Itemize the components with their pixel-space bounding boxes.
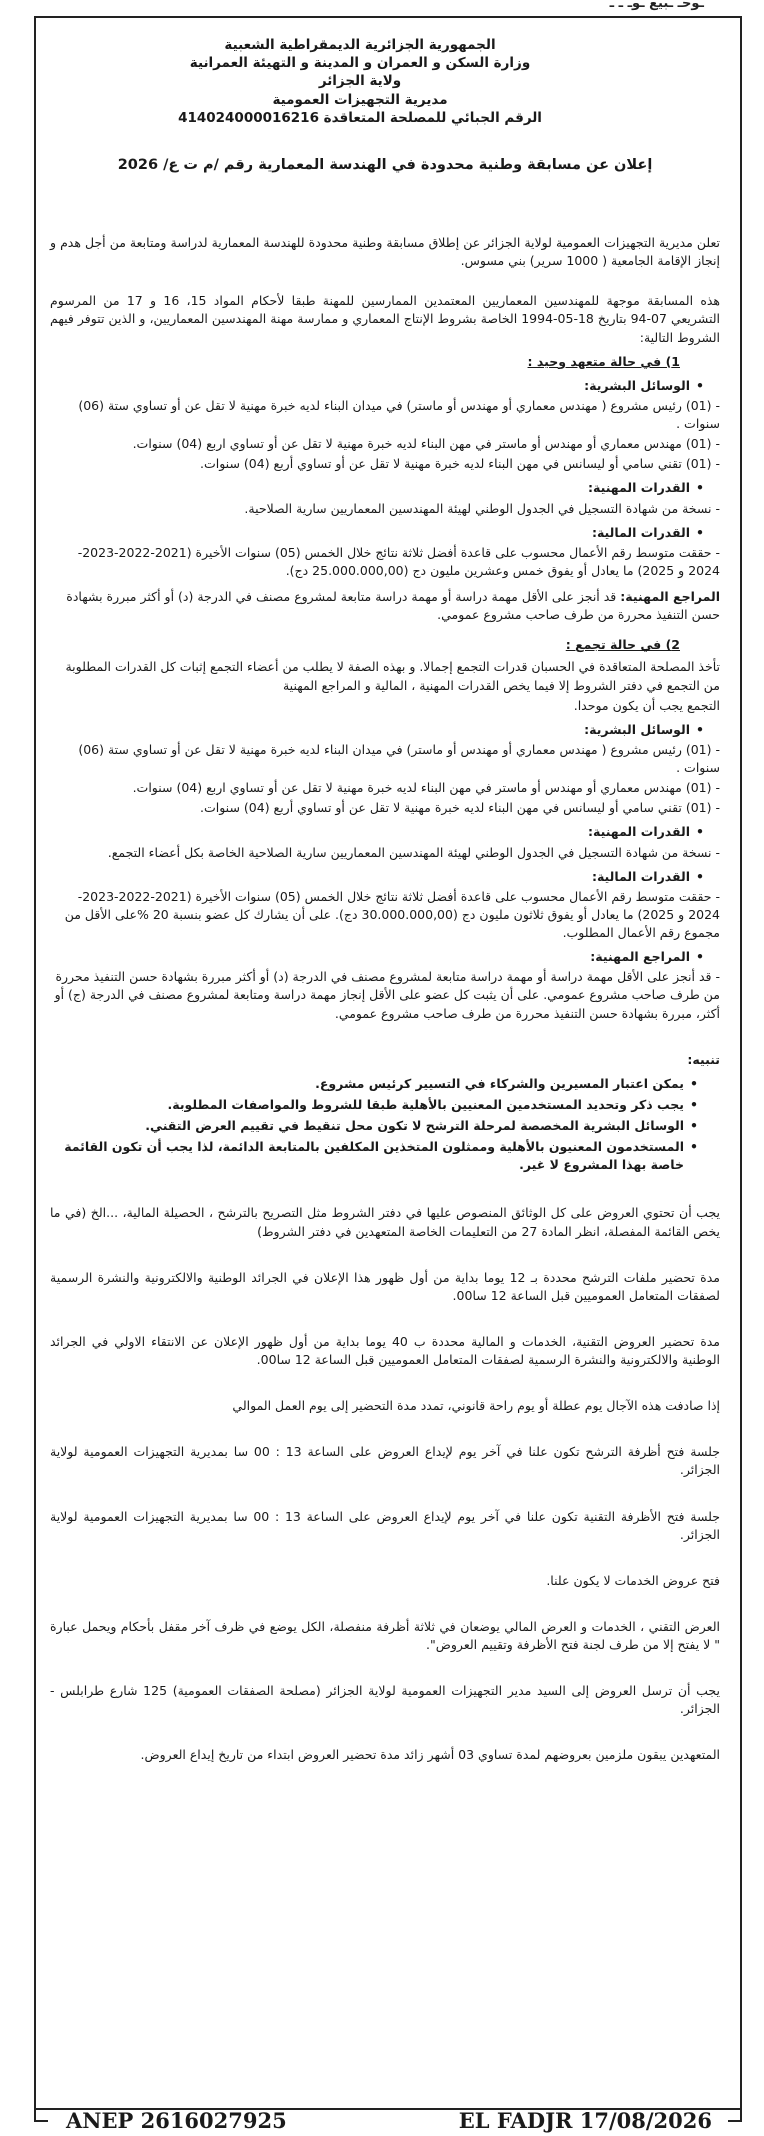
single-ref-title: المراجع المهنية:	[620, 589, 720, 605]
intro-paragraph: تعلن مديرية التجهيزات العمومية لولاية الجزائر عن إطلاق مسابقة وطنية محدودة للهندسة المعمارية لدراسة ومتابعة من أجل هدم و إنجاز الإقامة الجامعية ( 1000 سرير) بني مسوس.	[50, 235, 720, 269]
group-ref-title: • المراجع المهنية:	[50, 948, 704, 966]
notes-list	[50, 1075, 720, 1175]
group-fin-line: - حققت متوسط رقم الأعمال محسوب على قاعدة أفضل ثلاثة نتائج خلال الخمس (05) سنوات الأخيرة (2021-2022-2023-2024 و 2025) ما يعادل أو يفوق ثلاثون مليون دج (30.000.000,00 دج). على أن يشارك كل عضو بنسبة 20 %على الأقل من مجموع رقم الأعمال المطلوب.	[64, 888, 720, 941]
closing-address: يجب أن ترسل العروض إلى السيد مدير التجهيزات العمومية لولاية الجزائر (مصلحة الصفقات العمومية) 125 شارع طرابلس - الجزائر.	[50, 1683, 720, 1717]
group-prof-title: • القدرات المهنية:	[50, 823, 704, 841]
corner-bracket-right	[728, 2108, 742, 2122]
announcement-content	[50, 36, 720, 1793]
note-item: • المستخدمون المعنيون بالأهلية وممثلون المتخذين المكلفين بالمتابعة الدائمة، لذا يجب أن تكون القائمة خاصة بهذا المشروع لا غير.	[50, 1138, 698, 1174]
closing-technical-opening: جلسة فتح الأظرفة التقنية تكون علنا في آخر يوم لإيداع العروض على الساعة 13 : 00 سا بمديرية التجهيزات العمومية لولاية الجزائر.	[50, 1508, 720, 1542]
single-bidder-heading: 1) في حالة متعهد وحيد :	[527, 353, 680, 369]
closing-documents: يجب أن تحتوي العروض على كل الوثائق المنصوص عليها في دفتر الشروط مثل التصريح بالترشح ، الحصيلة المالية، ...الخ (في ما يخص القائمة المفصلة، انظر المادة 27 من التعليمات الخاصة المتعهدين في دفتر الشروط)	[50, 1205, 720, 1239]
group-fin-title: • القدرات المالية:	[50, 868, 704, 886]
single-human-line: - (01) مهندس معماري أو مهندس أو ماستر في مهن البناء لديه خبرة مهنية لا تقل عن أو تساوي اربع (04) سنوات.	[132, 436, 720, 452]
single-ref-text: قد أنجز على الأقل مهمة دراسة أو مهمة دراسة متابعة لمشروع مصنف في الدرجة (د) أو أكثر مبررة بشهادة حسن التنفيذ محررة من طرف صاحب مشروع عمومي.	[66, 589, 720, 623]
announcement-frame	[34, 16, 742, 2110]
closing-envelopes: العرض التقني ، الخدمات و العرض المالي يوضعان في ثلاثة أظرفة منفصلة، الكل يوضع في ظرف آخر مقفل بأحكام ويحمل عبارة " لا يفتح إلا من طرف لجنة فتح الأظرفة وتقييم العروض".	[50, 1618, 720, 1653]
group-human-title: • الوسائل البشرية:	[50, 721, 704, 739]
note-item: • يجب ذكر وتحديد المستخدمين المعنيين بالأهلية طبقا للشروط والمواصفات المطلوبة.	[50, 1096, 698, 1114]
single-human-line: - (01) رئيس مشروع ( مهندس معماري أو مهندس أو ماستر) في ميدان البناء لديه خبرة مهنية لا تقل عن أو تساوي ستة (06) سنوات .	[78, 397, 720, 432]
header-line-ministry: وزارة السكن و العمران و المدينة و التهيئة العمرانية	[189, 55, 531, 72]
closing-offers-deadline: مدة تحضير العروض التقنية، الخدمات و المالية محددة ب 40 يوما بداية من أول ظهور الإعلان عن الانتقاء الاولي في الجرائد الوطنية والالكترونية والنشرة الرسمية لصفقات المتعامل العموميين قبل الساعة 12 سا00.	[50, 1333, 720, 1368]
closing-holiday-rule: إذا صادفت هذه الآجال يوم عطلة أو يوم راحة قانوني، تمدد مدة التحضير إلى يوم العمل الموالي	[232, 1398, 720, 1414]
header-block	[90, 36, 630, 127]
group-human-line: - (01) مهندس معماري أو مهندس أو ماستر في مهن البناء لديه خبرة مهنية لا تقل عن أو تساوي اربع (04) سنوات.	[132, 780, 720, 796]
closing-validity: المتعهدين يبقون ملزمين بعروضهم لمدة تساوي 03 أشهر زائد مدة تحضير العروض ابتداء من تاريخ إيداع العروض.	[140, 1747, 720, 1763]
announcement-title: إعلان عن مسابقة وطنية محدودة في الهندسة المعمارية رقم /م ت ع/ 2026	[117, 157, 653, 174]
note-item: • الوسائل البشرية المخصصة لمرحلة الترشح لا تكون محل تنقيط في تقييم العرض التقني.	[50, 1117, 698, 1135]
note-item: • يمكن اعتبار المسيرين والشركاء في التسيير كرئيس مشروع.	[50, 1075, 698, 1093]
group-intro-2: التجمع يجب أن يكون موحدا.	[573, 697, 720, 713]
newspaper-date: EL FADJR 17/08/2026	[458, 2107, 712, 2133]
header-line-tax-id: الرقم الجبائي للمصلحة المتعاقدة 414024000016216	[178, 109, 542, 126]
eligibility-paragraph: هذه المسابقة موجهة للمهندسين المعماريين المعتمدين الممارسين للمهنة طبقا لأحكام المواد 15، 16 و 17 من المرسوم التشريعي 07-94 بتاريخ 18-05-1994 الخاصة بشروط الإنتاج المعماري و ممارسة مهنة المهندسين المعماريين، و الذين تتوفر فيهم الشروط التالية:	[50, 293, 721, 345]
single-human-title: • الوسائل البشرية:	[50, 377, 704, 395]
group-human-line: - (01) تقني سامي أو ليسانس في مهن البناء لديه خبرة مهنية لا تقل عن أو تساوي أربع (04) سنوات.	[200, 800, 720, 816]
group-ref-line: - قد أنجز على الأقل مهمة دراسة أو مهمة دراسة متابعة لمشروع مصنف في الدرجة (د) أو أكثر مبررة بشهادة حسن التنفيذ محررة من طرف صاحب مشروع عمومي. على أن يثبت كل عضو على الأقل إنجاز مهمة دراسة ومتابعة لمشروع مصنف في الدرجة (ج) أو أكثر، مبررة بشهادة حسن التنفيذ محررة من طرف صاحب مشروع عمومي.	[54, 969, 720, 1021]
corner-bracket-left	[34, 2108, 48, 2122]
single-prof-title: • القدرات المهنية:	[50, 479, 704, 497]
closing-services-opening: فتح عروض الخدمات لا يكون علنا.	[546, 1572, 720, 1588]
header-line-republic: الجمهورية الجزائرية الديمقراطية الشعبية	[224, 37, 496, 53]
single-human-line: - (01) تقني سامي أو ليسانس في مهن البناء لديه خبرة مهنية لا تقل عن أو تساوي أربع (04) سنوات.	[200, 456, 720, 472]
anep-reference: ANEP 2616027925	[66, 2107, 287, 2133]
footer-bar	[66, 2106, 712, 2134]
closing-candidacy-opening: جلسة فتح أظرفة الترشح تكون علنا في آخر يوم لإيداع العروض على الساعة 13 : 00 سا بمديرية التجهيزات العمومية لولاية الجزائر.	[50, 1444, 720, 1478]
header-line-wilaya: ولاية الجزائر	[318, 73, 402, 90]
torn-top-edge	[0, 0, 764, 14]
single-ref-line	[50, 588, 720, 624]
notes-title: تنبيه:	[687, 1051, 720, 1067]
header-line-directorate: مديرية التجهيزات العمومية	[272, 91, 448, 108]
single-prof-line: - نسخة من شهادة التسجيل في الجدول الوطني لهيئة المهندسين المعماريين سارية الصلاحية.	[244, 500, 720, 516]
group-intro: تأخذ المصلحة المتعاقدة في الحسبان قدرات التجمع إجمالا. و بهذه الصفة لا يطلب من أعضاء التجمع إثبات كل القدرات المطلوبة من التجمع في دفتر الشروط إلا فيما يخص القدرات المهنية ، المالية و المراجع المهنية	[65, 659, 720, 693]
single-fin-title: • القدرات المالية:	[50, 524, 704, 542]
single-fin-line: - حققت متوسط رقم الأعمال محسوب على قاعدة أفضل ثلاثة نتائج خلال الخمس (05) سنوات الأخيرة (2021-2022-2023-2024 و 2025) ما يعادل أو يفوق خمس وعشرين مليون دج (25.000.000,00 دج).	[77, 544, 720, 578]
closing-candidacy-deadline: مدة تحضير ملفات الترشح محددة بـ 12 يوما بداية من أول ظهور هذا الإعلان في الجرائد الوطنية والالكترونية والنشرة الرسمية لصفقات المتعامل العموميين قبل الساعة 12 سا00.	[50, 1269, 720, 1303]
top-fragment-text: ـوحـ ـبيع ـوـ ـ ـ	[609, 0, 704, 11]
group-heading: 2) في حالة تجمع :	[565, 637, 680, 653]
group-human-line: - (01) رئيس مشروع ( مهندس معماري أو مهندس أو ماستر) في ميدان البناء لديه خبرة مهنية لا تقل عن أو تساوي ستة (06) سنوات .	[78, 741, 720, 776]
group-prof-line: - نسخة من شهادة التسجيل في الجدول الوطني لهيئة المهندسين المعماريين سارية الصلاحية الخاصة بكل أعضاء التجمع.	[107, 844, 720, 860]
